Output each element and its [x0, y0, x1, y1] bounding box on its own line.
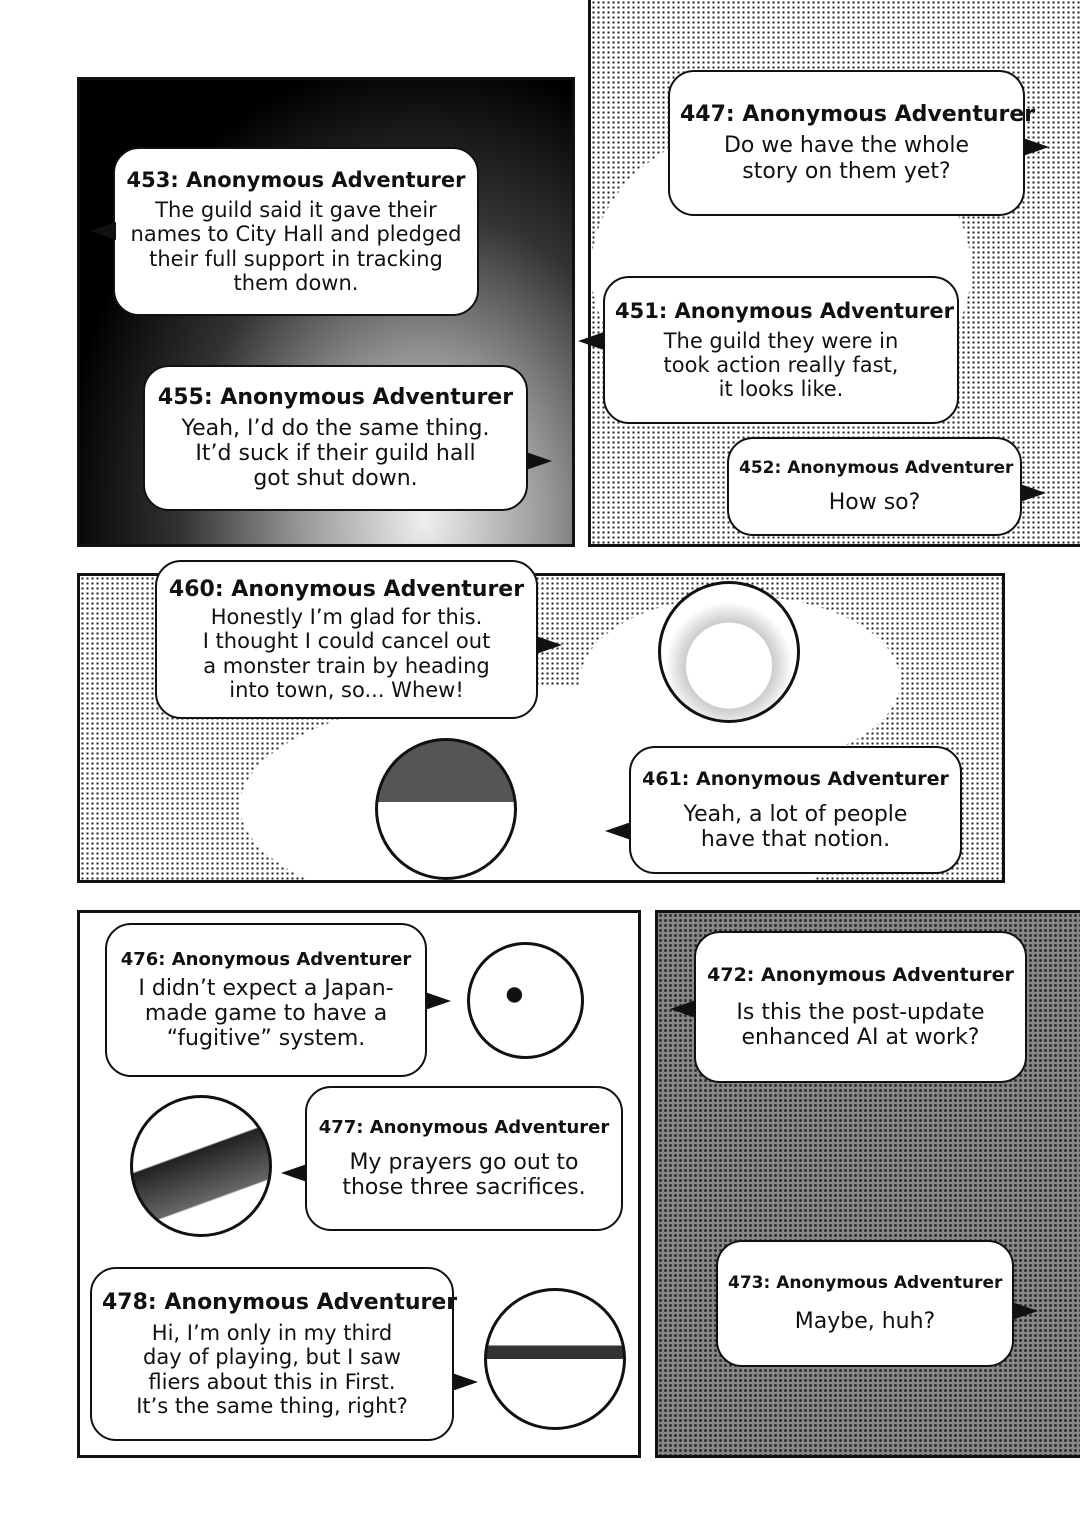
- chat-bubble-453: [113, 147, 479, 316]
- bubble-text: How so?: [828, 489, 921, 515]
- chat-bubble-478: [90, 1267, 458, 1441]
- bubble-tail: [452, 1373, 478, 1391]
- bubble-tail: [425, 992, 451, 1010]
- bubble-text: Do we have the whole story on them yet?: [723, 133, 970, 184]
- chat-bubble-461: [629, 746, 962, 874]
- bubble-text: Honestly I’m glad for this. I thought I could cancel out a monster train by heading into town, so... Whew!: [202, 605, 491, 702]
- bubble-text: I didn’t expect a Japan- made game to have a “fugitive” system.: [138, 975, 394, 1052]
- bubble-text: Yeah, I’d do the same thing. It’d suck if their guild hall got shut down.: [181, 415, 490, 492]
- bubble-header: 476: Anonymous Adventurer: [120, 948, 412, 970]
- bubble-text: Yeah, a lot of people have that notion.: [683, 801, 908, 852]
- bubble-text: Is this the post-update enhanced AI at work?: [736, 999, 985, 1050]
- bubble-tail: [670, 1000, 696, 1018]
- chat-bubble-451: [603, 276, 959, 424]
- chat-bubble-472: [694, 931, 1027, 1083]
- bubble-tail: [605, 822, 631, 840]
- bubble-tail: [1012, 1302, 1038, 1320]
- chat-bubble-460: [155, 560, 538, 719]
- bubble-text: Maybe, huh?: [794, 1308, 936, 1334]
- character-portrait-knight: [130, 1095, 272, 1237]
- bubble-text: Hi, I’m only in my third day of playing, but I saw fliers about this in First. It’s the same thing, right?: [136, 1321, 408, 1418]
- chat-bubble-477: [305, 1086, 623, 1231]
- bubble-header: 461: Anonymous Adventurer: [642, 767, 949, 790]
- character-portrait-girl: [375, 738, 517, 880]
- bubble-header: 460: Anonymous Adventurer: [168, 577, 525, 603]
- chat-bubble-447: [668, 70, 1036, 216]
- bubble-header: 452: Anonymous Adventurer: [739, 457, 1014, 478]
- bubble-header: 472: Anonymous Adventurer: [707, 963, 1014, 986]
- chat-bubble-476: [105, 923, 427, 1077]
- character-portrait-headband: [658, 581, 800, 723]
- bubble-tail: [1020, 484, 1046, 502]
- bubble-header: 455: Anonymous Adventurer: [157, 384, 514, 410]
- bubble-tail: [281, 1164, 307, 1182]
- bubble-header: 478: Anonymous Adventurer: [102, 1290, 458, 1316]
- bubble-tail: [526, 452, 552, 470]
- bubble-header: 477: Anonymous Adventurer: [318, 1116, 610, 1138]
- bubble-text: The guild they were in took action really fast, it looks like.: [663, 328, 899, 402]
- character-portrait-helmet: [467, 942, 584, 1059]
- bubble-header: 451: Anonymous Adventurer: [615, 298, 954, 323]
- bubble-header: 453: Anonymous Adventurer: [126, 168, 466, 193]
- bubble-tail: [578, 332, 604, 350]
- bubble-header: 473: Anonymous Adventurer: [728, 1272, 1003, 1293]
- bubble-tail: [1023, 138, 1049, 156]
- character-portrait-masked: [484, 1288, 626, 1430]
- bubble-header: 447: Anonymous Adventurer: [680, 102, 1036, 128]
- bubble-text: My prayers go out to those three sacrifices.: [342, 1149, 586, 1200]
- chat-bubble-473: [716, 1240, 1014, 1367]
- chat-bubble-455: [143, 365, 528, 511]
- bubble-tail: [536, 636, 562, 654]
- bubble-tail: [90, 222, 116, 240]
- chat-bubble-452: [727, 437, 1022, 536]
- bubble-text: The guild said it gave their names to City Hall and pledged their full support in tracking them down.: [130, 198, 462, 295]
